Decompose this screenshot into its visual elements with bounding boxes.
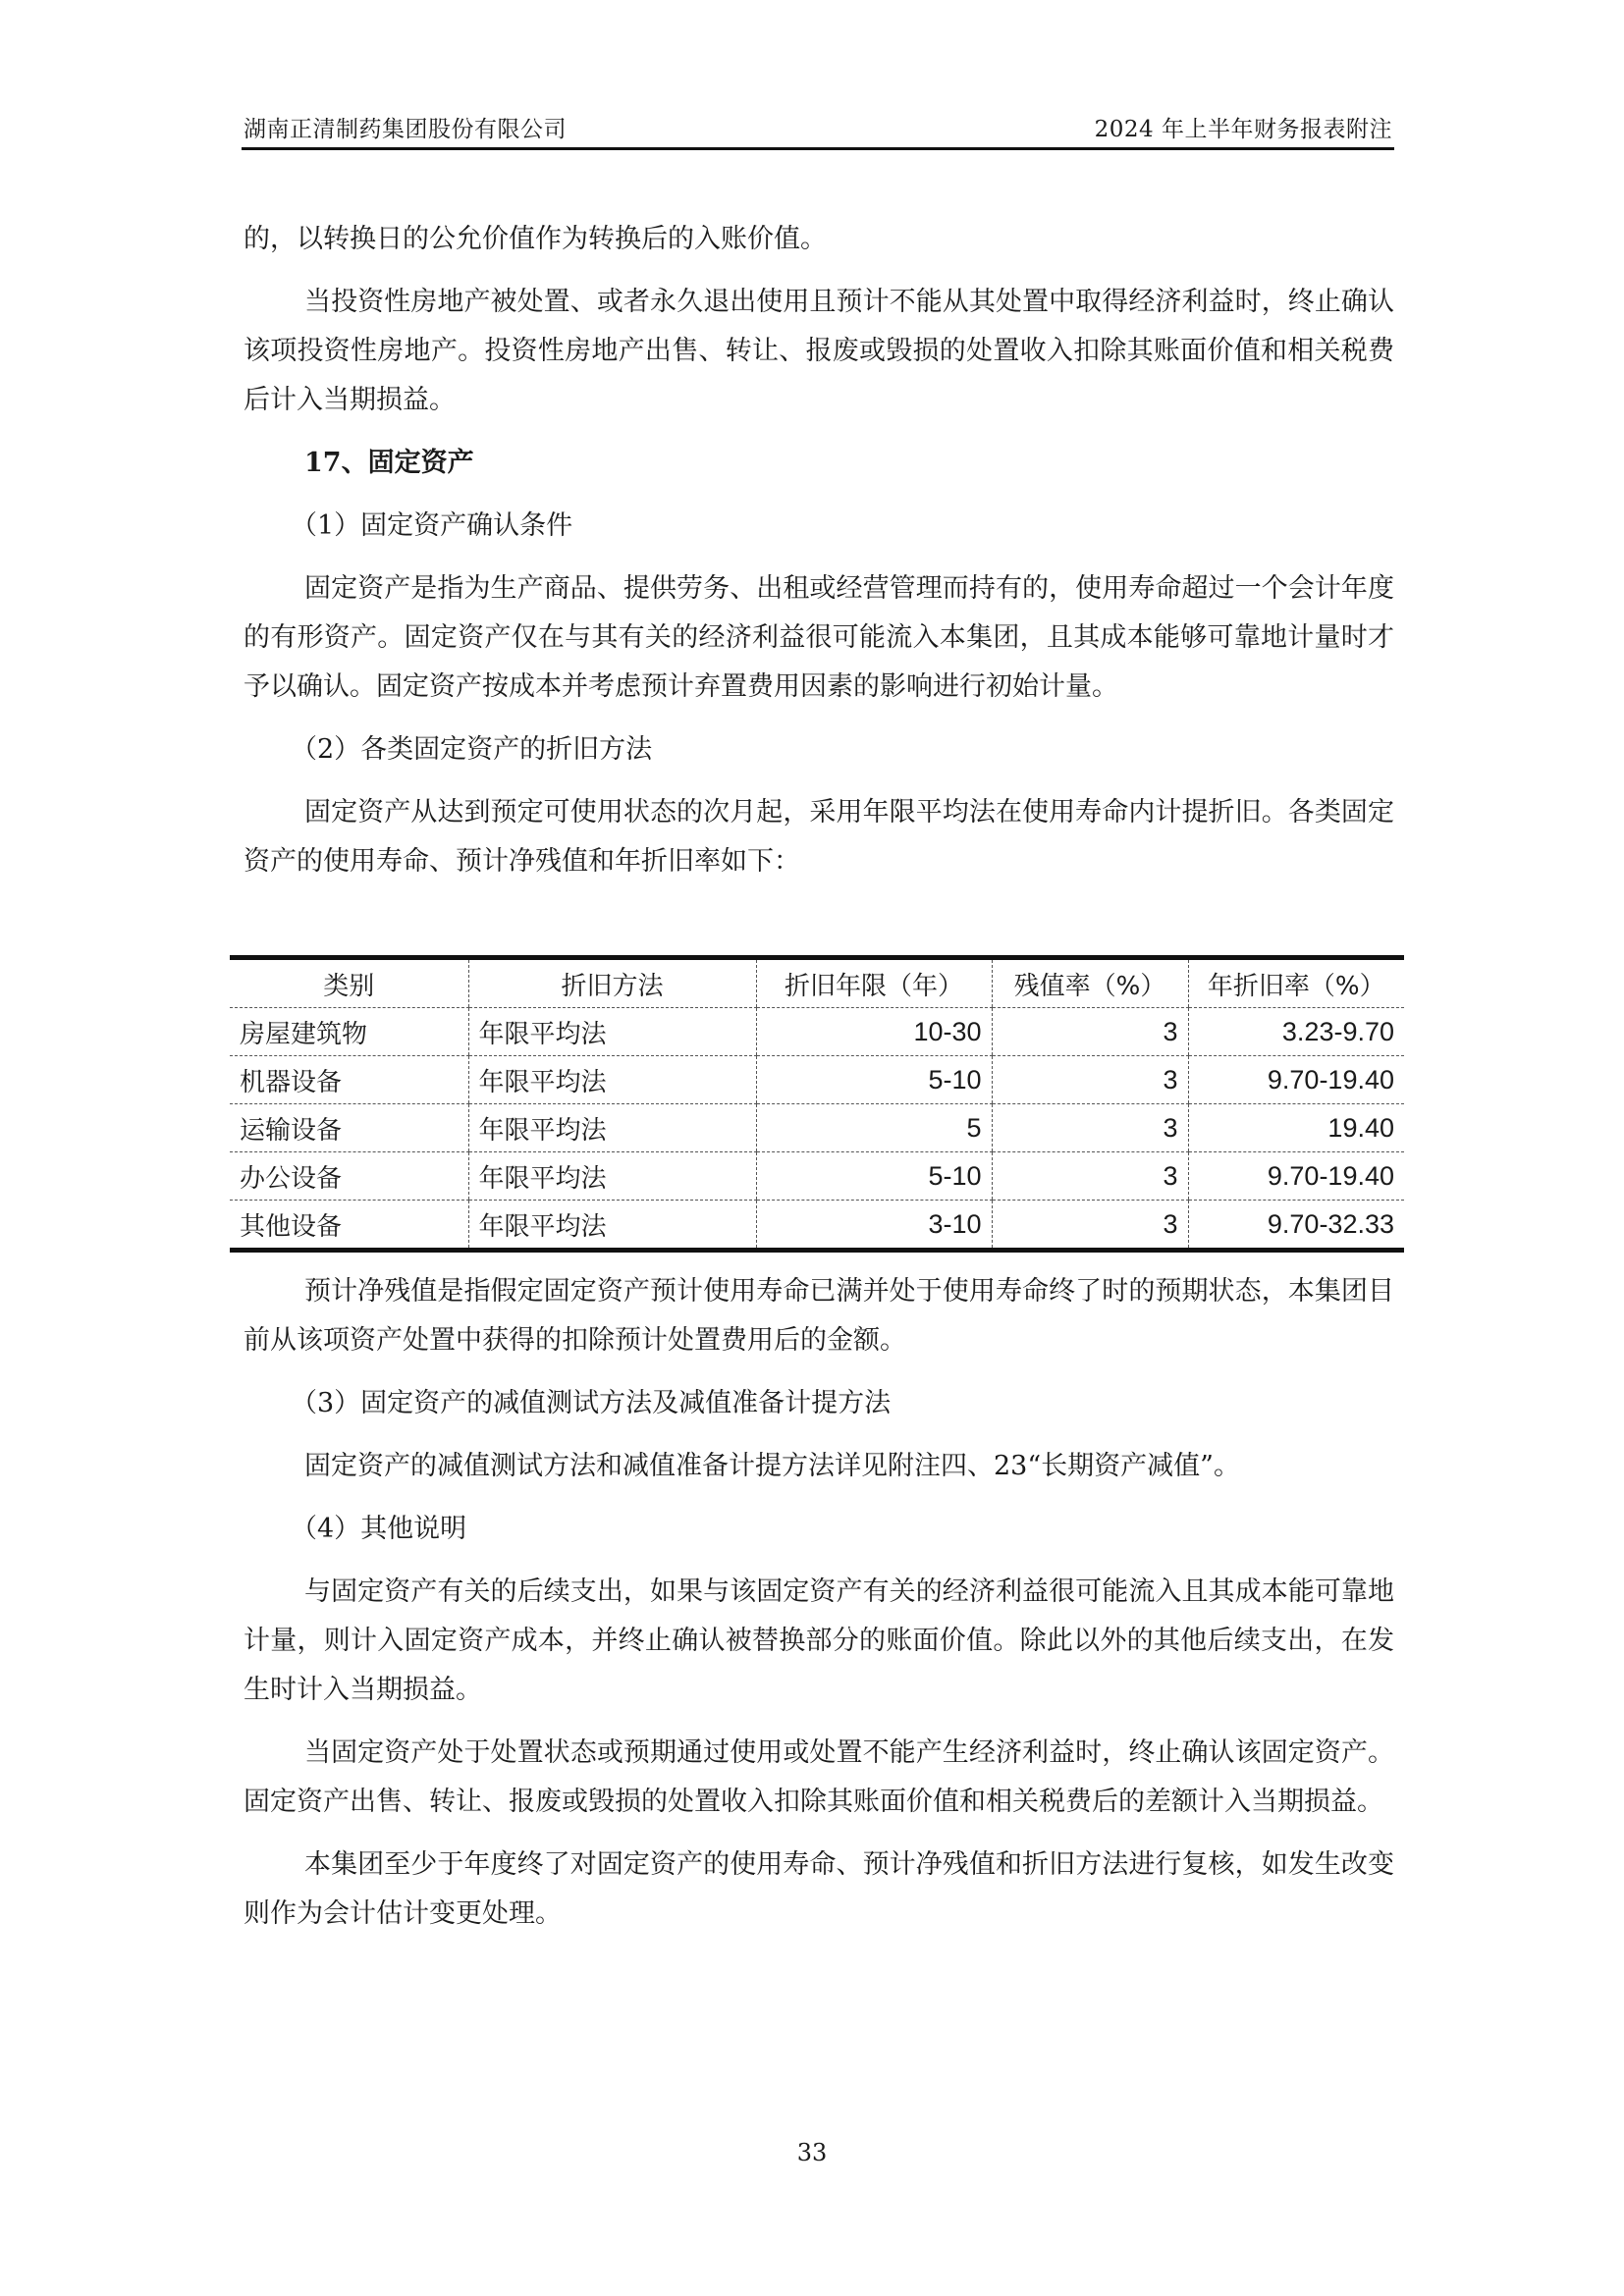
paragraph-7: 与固定资产有关的后续支出，如果与该固定资产有关的经济利益很可能流入且其成本能可靠地计量，则计入固定资产成本，并终止确认被替换部分的账面价值。除此以外的其他后续支出，在发生时计入当期损益。: [244, 1576, 1394, 1705]
cell-residual-rate: 3: [992, 1008, 1188, 1056]
cell-category: 机器设备: [230, 1056, 468, 1104]
paragraph-8: 当固定资产处于处置状态或预期通过使用或处置不能产生经济利益时，终止确认该固定资产。固定资产出售、转让、报废或毁损的处置收入扣除其账面价值和相关税费后的差额计入当期损益。: [244, 1737, 1394, 1817]
cell-annual-rate: 9.70-19.40: [1188, 1152, 1404, 1201]
cell-category: 运输设备: [230, 1104, 468, 1152]
cell-category: 办公设备: [230, 1152, 468, 1201]
column-header: 折旧方法: [468, 958, 756, 1008]
cell-residual-rate: 3: [992, 1152, 1188, 1201]
cell-years: 3-10: [756, 1201, 992, 1251]
column-header: 年折旧率（%）: [1188, 958, 1404, 1008]
document-body: [244, 215, 1394, 886]
paragraph-1: 的，以转换日的公允价值作为转换后的入账价值。: [244, 224, 827, 254]
table-row: [230, 1201, 1404, 1251]
cell-years: 5: [756, 1104, 992, 1152]
paragraph-5: 预计净残值是指假定固定资产预计使用寿命已满并处于使用寿命终了时的预期状态，本集团目前从该项资产处置中获得的扣除预计处置费用后的金额。: [244, 1276, 1394, 1356]
cell-annual-rate: 9.70-19.40: [1188, 1056, 1404, 1104]
paragraph-6: 固定资产的减值测试方法和减值准备计提方法详见附注四、23“长期资产减值”。: [304, 1451, 1240, 1481]
subheading-1: （1）固定资产确认条件: [291, 510, 573, 541]
page-number: 33: [796, 2139, 828, 2166]
column-header: 折旧年限（年）: [756, 958, 992, 1008]
cell-method: 年限平均法: [468, 1104, 756, 1152]
cell-annual-rate: 3.23-9.70: [1188, 1008, 1404, 1056]
paragraph-9: 本集团至少于年度终了对固定资产的使用寿命、预计净残值和折旧方法进行复核，如发生改变则作为会计估计变更处理。: [244, 1849, 1394, 1929]
header-report-title: 2024 年上半年财务报表附注: [1094, 117, 1392, 142]
header-divider: [242, 147, 1394, 150]
paragraph-3: 固定资产是指为生产商品、提供劳务、出租或经营管理而持有的，使用寿命超过一个会计年度的有形资产。固定资产仅在与其有关的经济利益很可能流入本集团，且其成本能够可靠地计量时才予以确认。固定资产按成本并考虑预计弃置费用因素的影响进行初始计量。: [244, 573, 1394, 702]
cell-method: 年限平均法: [468, 1152, 756, 1201]
cell-residual-rate: 3: [992, 1201, 1188, 1251]
cell-category: 房屋建筑物: [230, 1008, 468, 1056]
paragraph-2: 当投资性房地产被处置、或者永久退出使用且预计不能从其处置中取得经济利益时，终止确认该项投资性房地产。投资性房地产出售、转让、报废或毁损的处置收入扣除其账面价值和相关税费后计入当期损益。: [244, 287, 1394, 415]
cell-residual-rate: 3: [992, 1056, 1188, 1104]
cell-annual-rate: 19.40: [1188, 1104, 1404, 1152]
column-header: 残值率（%）: [992, 958, 1188, 1008]
paragraph-4: 固定资产从达到预定可使用状态的次月起，采用年限平均法在使用寿命内计提折旧。各类固定资产的使用寿命、预计净残值和年折旧率如下：: [244, 797, 1394, 877]
section-heading: 17、固定资产: [304, 448, 474, 478]
column-header: 类别: [230, 958, 468, 1008]
subheading-3: （3）固定资产的减值测试方法及减值准备计提方法: [291, 1388, 892, 1418]
cell-method: 年限平均法: [468, 1201, 756, 1251]
subheading-2: （2）各类固定资产的折旧方法: [291, 734, 653, 765]
cell-years: 5-10: [756, 1056, 992, 1104]
cell-annual-rate: 9.70-32.33: [1188, 1201, 1404, 1251]
table-row: [230, 1056, 1404, 1104]
cell-residual-rate: 3: [992, 1104, 1188, 1152]
depreciation-table: [230, 955, 1404, 1253]
table-row: [230, 1152, 1404, 1201]
cell-category: 其他设备: [240, 1211, 343, 1242]
cell-method: 年限平均法: [468, 1056, 756, 1104]
cell-years: 10-30: [756, 1008, 992, 1056]
header-company-name: 湖南正清制药集团股份有限公司: [244, 117, 567, 142]
table-header-row: [230, 958, 1404, 1008]
cell-years: 5-10: [756, 1152, 992, 1201]
table-row: [230, 1104, 1404, 1152]
document-body-continued: [244, 1267, 1394, 1952]
subheading-4: （4）其他说明: [291, 1514, 467, 1544]
table-row: [230, 1008, 1404, 1056]
cell-method: 年限平均法: [468, 1008, 756, 1056]
